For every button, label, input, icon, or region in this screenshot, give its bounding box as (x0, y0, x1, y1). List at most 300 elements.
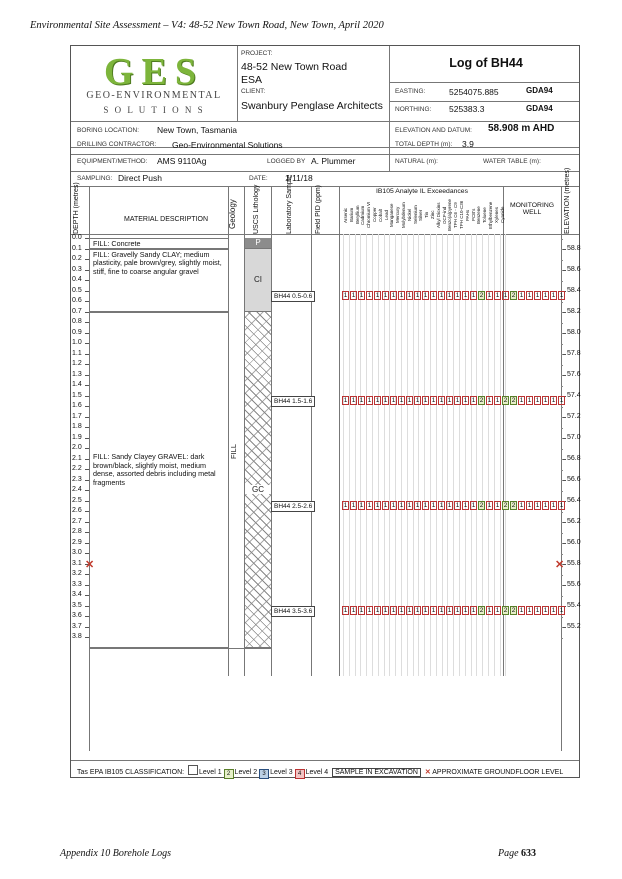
analyte-header: OCP-ind (441, 206, 447, 224)
depth-tick-label: 1.1 (72, 349, 82, 357)
exceedance-cell: 1 (351, 501, 356, 509)
exceedance-cell: 1 (455, 501, 460, 509)
exceedance-cell: 1 (375, 396, 380, 404)
exceedance-cell: 1 (383, 291, 388, 299)
exceedance-cell: 1 (351, 396, 356, 404)
exceedance-row (342, 501, 566, 510)
exceedance-cell: 1 (367, 291, 372, 299)
exceedance-cell: 1 (487, 396, 492, 404)
exceedance-cell: 1 (559, 606, 564, 614)
total-depth-label: TOTAL DEPTH (m): (395, 141, 453, 148)
exceedance-cell: 2 (511, 606, 516, 614)
depth-tick-label: 1.2 (72, 360, 82, 367)
depth-tick-label: 0.8 (72, 318, 82, 325)
analyte-header: Toluene (482, 207, 488, 223)
exceedance-cell: 1 (559, 396, 564, 404)
elevation-tick-label: 55.4 (567, 602, 581, 610)
exceedance-cell: 1 (391, 291, 396, 299)
elevation-minor-tick (561, 270, 563, 271)
analyte-header: Benzene (476, 206, 482, 224)
analyte-header: Chromium VI (366, 201, 372, 229)
elevation-tick-label: 58.4 (567, 287, 581, 295)
date-value: 1/11/18 (285, 173, 313, 183)
northing-label: NORTHING: (395, 106, 432, 113)
sampling-value: Direct Push (118, 173, 162, 183)
exceedance-cell: 1 (359, 501, 364, 509)
easting-datum: GDA94 (526, 86, 553, 95)
exceedance-cell: 1 (439, 606, 444, 614)
exceedance-cell: 1 (375, 291, 380, 299)
legend-level3-box: 3 (259, 769, 269, 779)
exceedance-cell: 1 (503, 291, 508, 299)
end-of-hole (89, 648, 271, 649)
col-geology: Geology (228, 199, 237, 229)
analyte-header: Manganese (389, 203, 395, 227)
elevation-minor-tick (561, 470, 563, 471)
col-lab: Laboratory Sample (286, 174, 293, 234)
exceedance-cell: 1 (375, 501, 380, 509)
col-uscs: USCS Lithology (253, 184, 260, 234)
layer-description: FILL: Concrete (93, 239, 141, 248)
sample-label: BH44 3.5-3.6 (271, 606, 315, 617)
exceedance-cell: 1 (415, 291, 420, 299)
exceedance-cell: 1 (367, 396, 372, 404)
exceedance-cell: 1 (519, 606, 524, 614)
total-depth-value: 3.9 (462, 139, 474, 149)
depth-tick-label: 0.5 (72, 286, 82, 294)
exceedance-cell: 1 (463, 396, 468, 404)
exceedance-cell: 1 (543, 606, 548, 614)
exceedance-cell: 1 (447, 501, 452, 509)
exceedance-cell: 1 (551, 396, 556, 404)
exceedance-cell: 1 (407, 396, 412, 404)
analyte-header: Selenium (412, 205, 418, 225)
water-table-label: WATER TABLE (m): (483, 158, 541, 165)
analyte-header: Xylenes (493, 207, 499, 224)
exceedance-cell: 1 (383, 396, 388, 404)
exceedance-cell: 1 (519, 396, 524, 404)
exceedance-cell: 1 (535, 606, 540, 614)
exceedance-cell: 1 (351, 291, 356, 299)
depth-tick-label: 0.1 (72, 244, 82, 252)
exceedance-cell: 1 (359, 291, 364, 299)
exceedance-cell: 1 (343, 606, 348, 614)
elevation-tick-label: 58.6 (567, 266, 581, 274)
sample-label: BH44 0.5-0.6 (271, 291, 315, 302)
exceedance-cell: 1 (431, 396, 436, 404)
exceedance-cell: 2 (479, 291, 484, 299)
exceedance-cell: 1 (359, 396, 364, 404)
sample-label: BH44 2.5-2.6 (271, 501, 315, 512)
exceedance-cell: 1 (559, 501, 564, 509)
exceedance-cell: 1 (447, 396, 452, 404)
uscs-label: CI (254, 275, 262, 284)
exceedance-cell: 1 (543, 291, 548, 299)
elevation-label: ELEVATION AND DATUM: (395, 127, 472, 134)
depth-tick-label: 3.3 (72, 580, 82, 588)
exceedance-cell: 1 (399, 396, 404, 404)
northing-datum: GDA94 (526, 104, 553, 113)
exceedance-row (342, 606, 566, 615)
elevation-minor-tick (561, 533, 563, 534)
elevation-tick-label: 56.4 (567, 497, 581, 505)
exceedance-cell: 1 (399, 291, 404, 299)
equip-label: EQUIPMENT/METHOD: (77, 158, 148, 165)
elevation-minor-tick (561, 585, 563, 586)
exceedance-cell: 1 (487, 606, 492, 614)
drilling-label-row: DRILLING CONTRACTOR: (77, 141, 157, 148)
elevation-minor-tick (561, 543, 563, 544)
analyte-header: Copper (372, 207, 377, 223)
exceedance-cell: 1 (471, 291, 476, 299)
exceedance-cell: 1 (495, 501, 500, 509)
col-depth: DEPTH (metres) (73, 182, 80, 234)
page-footer-left: Appendix 10 Borehole Logs (60, 848, 172, 859)
elevation-tick-label: 56.0 (567, 539, 581, 547)
depth-tick-label: 1.7 (72, 412, 82, 420)
exceedance-cell: 2 (479, 396, 484, 404)
elevation-tick-label: 55.6 (567, 581, 581, 589)
page-number: 633 (521, 848, 537, 859)
exceedance-cell: 1 (487, 291, 492, 299)
exceedance-cell: 1 (463, 606, 468, 614)
depth-tick-label: 0.6 (72, 297, 82, 304)
exceedance-cell: 1 (447, 606, 452, 614)
legend-level4: Level 4 (305, 769, 329, 776)
depth-tick-label: 3.6 (72, 612, 82, 619)
analyte-header: PAHs (464, 209, 470, 221)
elevation-minor-tick (561, 354, 563, 355)
depth-tick-label: 2.2 (72, 465, 82, 472)
legend-groundfloor: APPROXIMATE GROUNDFLOOR LEVEL (432, 769, 564, 776)
elevation-tick-label: 56.2 (567, 518, 581, 526)
elevation-minor-tick (561, 281, 563, 282)
exceedance-cell: 1 (423, 396, 428, 404)
legend-sample: SAMPLE IN EXCAVATION (332, 768, 421, 777)
legend-level1-box (188, 765, 198, 775)
uscs-label: GC (245, 485, 271, 494)
elevation-tick-label: 57.0 (567, 434, 581, 442)
exceedance-cell: 1 (463, 291, 468, 299)
boring-location-value: New Town, Tasmania (157, 125, 238, 135)
exceedance-cell: 1 (543, 501, 548, 509)
analyte-header: Molybdenum (401, 202, 406, 228)
exceedance-cell: 1 (399, 501, 404, 509)
elevation-minor-tick (561, 438, 563, 439)
analyte-header: Zinc (430, 210, 435, 220)
exceedance-cell: 1 (367, 501, 372, 509)
exceedance-cell: 1 (527, 396, 532, 404)
elevation-minor-tick (561, 617, 563, 618)
exceedance-cell: 1 (439, 396, 444, 404)
exceedance-cell: 1 (391, 501, 396, 509)
exceedance-cell: 1 (559, 291, 564, 299)
exceedance-cell: 1 (391, 606, 396, 614)
elevation-minor-tick (561, 365, 563, 366)
logo-line2: S O L U T I O N S (103, 105, 205, 115)
depth-tick-label: 3.1 (72, 559, 82, 567)
col-elevation: ELEVATION (metres) (564, 167, 571, 234)
exceedance-cell: 1 (527, 606, 532, 614)
elevation-minor-tick (561, 638, 563, 639)
groundfloor-x-icon: ✕ (555, 558, 565, 571)
exceedance-cell: 2 (511, 501, 516, 509)
depth-tick-label: 2.7 (72, 517, 82, 525)
exceedance-cell: 1 (383, 606, 388, 614)
depth-tick-label: 3.4 (72, 591, 82, 598)
elevation-minor-tick (561, 344, 563, 345)
elevation-tick-label: 58.8 (567, 245, 581, 253)
geology-label: FILL (229, 443, 238, 459)
easting-value: 5254075.885 (449, 87, 499, 97)
project-line1: 48-52 New Town Road (241, 61, 348, 73)
depth-tick-label: 2.3 (72, 475, 82, 483)
elevation-minor-tick (561, 522, 563, 523)
page-label: Page (498, 848, 522, 859)
depth-tick-label: 0.3 (72, 265, 82, 273)
analyte-header: PCB's (470, 208, 476, 222)
exceedance-cell: 1 (495, 396, 500, 404)
elevation-minor-tick (561, 375, 563, 376)
depth-tick-label: 1.0 (72, 339, 82, 346)
depth-tick-label: 0.0 (72, 234, 82, 241)
uscs-label: P (255, 238, 261, 248)
exceedance-cell: 1 (535, 396, 540, 404)
analyte-header: Cobalt (377, 208, 383, 222)
logo-line1: GEO-ENVIRONMENTAL (86, 90, 222, 101)
exceedance-cell: 1 (415, 606, 420, 614)
exceedance-cell: 2 (511, 396, 516, 404)
depth-tick-label: 1.4 (72, 381, 82, 388)
analyte-header: Arsenic (343, 207, 348, 223)
depth-tick-label: 1.8 (72, 423, 82, 430)
exceedance-cell: 1 (471, 606, 476, 614)
exceedance-cell: 1 (471, 396, 476, 404)
elevation-minor-tick (561, 239, 563, 240)
exceedance-cell: 1 (495, 291, 500, 299)
elevation-tick-label: 57.6 (567, 371, 581, 379)
exceedance-cell: 1 (391, 396, 396, 404)
exceedance-cell: 1 (407, 291, 412, 299)
layer-description: FILL: Gravelly Sandy CLAY; medium plasticity, pale brown/grey, slightly moist, stiff, fine to coarse angular gravel (93, 249, 222, 276)
exceedance-cell: 1 (455, 606, 460, 614)
exceedance-cell: 1 (351, 606, 356, 614)
depth-tick-label: 0.2 (72, 255, 82, 262)
sampling-label: SAMPLING: (77, 175, 113, 182)
exceedance-cell: 1 (431, 501, 436, 509)
exceedance-cell: 1 (527, 291, 532, 299)
col-well: MONITORING WELL (509, 202, 555, 216)
elevation-minor-tick (561, 407, 563, 408)
log-title: Log of BH44 (449, 56, 523, 70)
exceedance-row (342, 291, 566, 300)
boring-location-label: BORING LOCATION: (77, 127, 139, 134)
exceedance-cell: 1 (455, 396, 460, 404)
legend (77, 765, 563, 779)
analyte-header: Ethylbenzene (488, 201, 493, 229)
exceedance-cell: 2 (511, 291, 516, 299)
exceedance-cell: 2 (503, 396, 508, 404)
analyte-header: Benzo(a)pyrene (447, 198, 453, 232)
elevation-minor-tick (561, 491, 563, 492)
exceedance-cell: 1 (423, 291, 428, 299)
depth-tick-label: 0.4 (72, 276, 82, 283)
logo (71, 46, 237, 121)
elevation-minor-tick (561, 323, 563, 324)
depth-tick-label: 1.6 (72, 402, 82, 409)
analyte-header: Beryllium (354, 205, 360, 225)
exceedance-cell: 1 (487, 501, 492, 509)
depth-tick-label: 2.8 (72, 528, 82, 535)
depth-tick-label: 3.0 (72, 549, 82, 556)
exceedance-cell: 1 (423, 606, 428, 614)
depth-tick-label: 1.5 (72, 391, 82, 399)
exceedance-cell: 1 (543, 396, 548, 404)
layer-description: FILL: Sandy Clayey GRAVEL: dark brown/black, slightly moist, medium dense, assorted debris including metal fragments (93, 452, 216, 487)
col-material: MATERIAL DESCRIPTION (123, 216, 208, 223)
analyte-header: TPH C6 - C9 (453, 202, 459, 228)
elevation-minor-tick (561, 554, 563, 555)
exceedance-cell: 1 (431, 291, 436, 299)
exceedance-cell: 1 (383, 501, 388, 509)
elevation-minor-tick (561, 333, 563, 334)
exceedance-cell: 1 (495, 606, 500, 614)
exceedance-cell: 1 (423, 501, 428, 509)
analyte-header: Alkyl Dioxins (435, 202, 441, 228)
elevation-tick-label: 58.0 (567, 329, 581, 337)
exceedance-cell: 1 (535, 501, 540, 509)
exceedance-cell: 1 (407, 501, 412, 509)
elevation-tick-label: 57.2 (567, 413, 581, 421)
depth-tick-label: 2.0 (72, 444, 82, 451)
elevation-minor-tick (561, 249, 563, 250)
legend-level3: Level 3 (270, 769, 293, 776)
elevation-tick-label: 57.4 (567, 392, 581, 400)
legend-level2: Level 2 (234, 769, 258, 776)
exceedance-cell: 1 (551, 606, 556, 614)
elevation-tick-label: 55.8 (567, 560, 581, 568)
project-line2: ESA (241, 74, 263, 86)
depth-tick-label: 3.5 (72, 601, 82, 609)
exceedance-cell: 1 (343, 501, 348, 509)
depth-tick-label: 2.9 (72, 538, 82, 546)
exceedance-cell: 1 (463, 501, 468, 509)
exceedance-cell: 1 (447, 291, 452, 299)
elevation-minor-tick (561, 596, 563, 597)
legend-level2-box: 2 (224, 769, 234, 779)
elevation-value: 58.908 m AHD (488, 123, 555, 134)
sample-label: BH44 1.5-1.6 (271, 396, 315, 407)
exceedance-row (342, 396, 566, 405)
col-pid: Field PID (ppm) (315, 184, 322, 234)
exceedance-cell: 1 (343, 291, 348, 299)
exceedance-cell: 1 (343, 396, 348, 404)
depth-tick-label: 0.7 (72, 307, 82, 315)
elevation-minor-tick (561, 302, 563, 303)
exceedance-cell: 1 (375, 606, 380, 614)
elevation-minor-tick (561, 417, 563, 418)
legend-level4-box: 4 (295, 769, 305, 779)
elevation-tick-label: 56.8 (567, 455, 581, 463)
exceedance-cell: 1 (399, 606, 404, 614)
elevation-minor-tick (561, 386, 563, 387)
analyte-header: Tin (424, 211, 430, 219)
borehole-log (70, 45, 580, 778)
elevation-tick-label: 55.2 (567, 623, 581, 631)
natural-label: NATURAL (m): (395, 158, 438, 165)
exceedance-cell: 1 (415, 396, 420, 404)
exceedance-cell: 1 (535, 291, 540, 299)
depth-tick-label: 0.9 (72, 328, 82, 336)
exceedance-cell: 1 (519, 291, 524, 299)
page-header: Environmental Site Assessment – V4: 48-52 New Town Road, New Town, April 2020 (30, 20, 384, 31)
depth-tick-label: 2.5 (72, 496, 82, 504)
uscs-cell (245, 312, 271, 648)
exceedance-cell: 2 (503, 606, 508, 614)
depth-tick-label: 2.1 (72, 454, 82, 462)
exceedance-cell: 1 (551, 501, 556, 509)
exceedance-cell: 2 (503, 501, 508, 509)
depth-tick-label: 3.7 (72, 622, 82, 630)
analyte-header: Barium (348, 207, 354, 223)
legend-level1: Level 1 (199, 769, 222, 776)
groundfloor-x-icon: ✕ (85, 558, 95, 571)
elevation-tick-label: 58.2 (567, 308, 581, 316)
depth-tick-label: 2.6 (72, 507, 82, 514)
northing-value: 525383.3 (449, 104, 485, 114)
exceedance-cell: 1 (455, 291, 460, 299)
equip-value: AMS 9110Ag (157, 156, 207, 166)
elevation-minor-tick (561, 459, 563, 460)
exceedance-cell: 1 (527, 501, 532, 509)
depth-tick-label: 3.8 (72, 633, 82, 640)
elevation-tick-label: 57.8 (567, 350, 581, 358)
exceedance-cell: 1 (439, 291, 444, 299)
logo-letters: GES (103, 51, 205, 93)
exceedance-cell: 1 (415, 501, 420, 509)
exceedance-cell: 2 (479, 501, 484, 509)
col-analyte: IB105 Analyte IL Exceedances (376, 188, 468, 195)
legend-title: Tas EPA IB105 CLASSIFICATION: (77, 769, 185, 776)
depth-tick-label: 2.4 (72, 486, 82, 493)
elevation-minor-tick (561, 312, 563, 313)
exceedance-cell: 1 (407, 606, 412, 614)
elevation-minor-tick (561, 512, 563, 513)
depth-tick-label: 1.9 (72, 433, 82, 441)
elevation-minor-tick (561, 428, 563, 429)
project-label: PROJECT: (241, 50, 273, 57)
elevation-minor-tick (561, 480, 563, 481)
analyte-header: TPH C10-C36 (459, 200, 464, 230)
depth-tick-label: 1.3 (72, 370, 82, 378)
analyte-header: Silver (418, 209, 424, 221)
analyte-header: Cadmium (360, 205, 366, 225)
analyte-header: Lead (383, 210, 389, 221)
exceedance-cell: 1 (439, 501, 444, 509)
easting-label: EASTING: (395, 88, 426, 95)
exceedance-cell: 1 (359, 606, 364, 614)
analyte-header: Mercury (395, 206, 401, 224)
exceedance-cell: 2 (479, 606, 484, 614)
analyte-header: Nickel (406, 208, 412, 222)
drilling-value: Geo-Environmental Solutions (172, 140, 283, 150)
exceedance-cell: 1 (367, 606, 372, 614)
legend-x-icon: ✕ (424, 769, 431, 776)
depth-tick-label: 3.2 (72, 570, 82, 577)
date-label: DATE: (249, 175, 268, 182)
elevation-minor-tick (561, 627, 563, 628)
exceedance-cell: 1 (551, 291, 556, 299)
